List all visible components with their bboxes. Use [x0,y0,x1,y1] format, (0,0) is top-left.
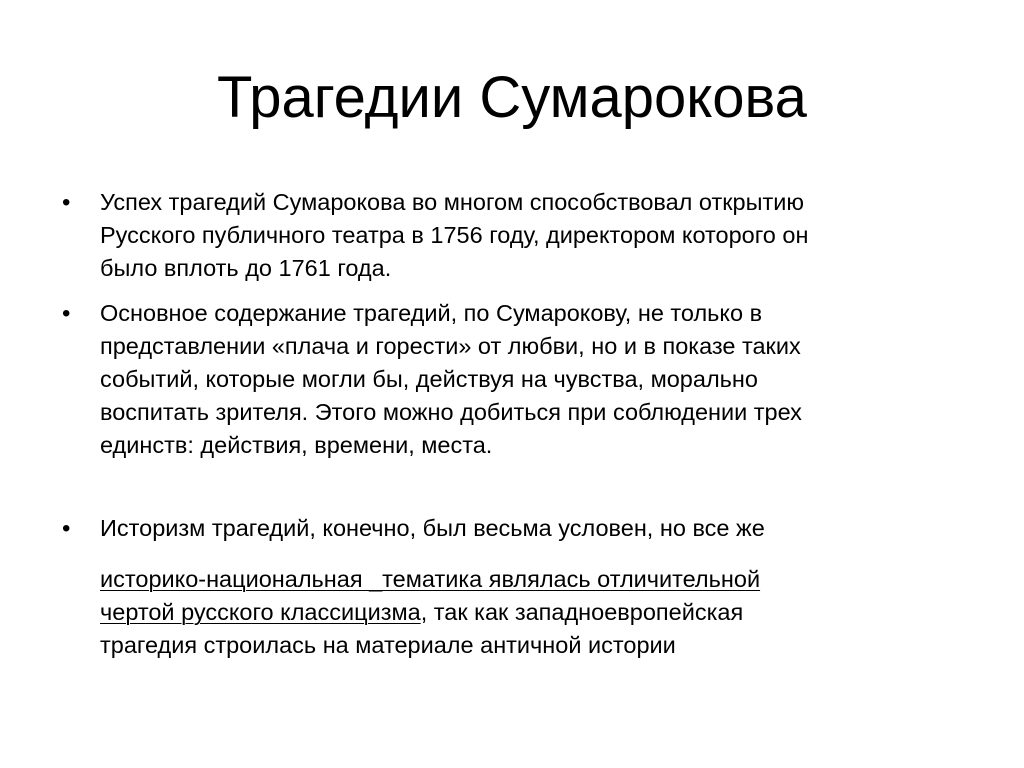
paragraph-line [100,563,980,596]
paragraph-line [100,596,980,629]
paragraph-line: Историзм трагедий, конечно, был весьма условен, но все же [100,515,765,541]
underlined-text: чертой русского классицизма [100,599,421,625]
paragraph-line: единств: действия, времени, места. [100,432,493,458]
plain-text: , так как западноевропейская [420,599,744,625]
slide-title: Трагедии Сумарокова [217,65,807,130]
paragraph-line: воспитать зрителя. Этого можно добиться при соблюдении трех [100,399,802,425]
paragraph-3-intro [100,512,980,545]
paragraph-3-body [100,563,980,662]
bullet-marker: • [62,515,71,542]
paragraph-2 [100,297,980,462]
bullet-marker: • [62,300,71,327]
paragraph-line: представлении «плача и горести» от любви, но и в показе таких [100,333,801,359]
underlined-text: историко-национальная _тематика являлась отличительной [100,566,761,592]
paragraph-line: событий, которые могли бы, действуя на чувства, морально [100,366,758,392]
paragraph-line: Успех трагедий Сумарокова во многом способствовал открытию [100,189,804,215]
paragraph-line: Русского публичного театра в 1756 году, директором которого он [100,222,809,248]
paragraph-line: Основное содержание трагедий, по Сумарокову, не только в [100,300,763,326]
paragraph-line: трагедия строилась на материале античной истории [100,632,676,658]
paragraph-1 [100,186,980,285]
bullet-marker: • [62,189,71,216]
paragraph-line: было вплоть до 1761 года. [100,255,392,281]
